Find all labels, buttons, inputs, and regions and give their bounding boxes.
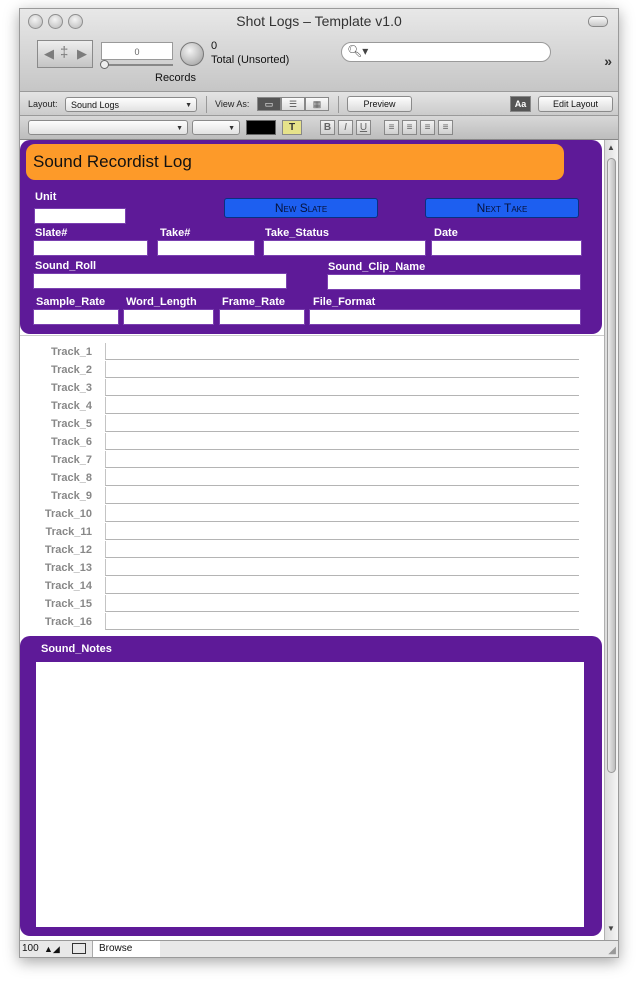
sound-clip-name-field[interactable] bbox=[327, 274, 581, 290]
track-field[interactable] bbox=[105, 433, 579, 450]
align-center-button[interactable]: ≡ bbox=[402, 120, 417, 135]
chevron-down-icon: ▼ bbox=[228, 125, 235, 132]
sound-notes-label: Sound_Notes bbox=[41, 643, 112, 655]
track-field[interactable] bbox=[105, 595, 579, 612]
track-label: Track_4 bbox=[51, 400, 92, 412]
layout-bar bbox=[20, 91, 618, 116]
track-row bbox=[20, 577, 604, 595]
track-label: Track_1 bbox=[51, 346, 92, 358]
resize-grip-icon[interactable]: ◢ bbox=[608, 945, 616, 956]
form-title: Sound Recordist Log bbox=[33, 152, 192, 171]
search-icon[interactable]: 🔍︎▾ bbox=[347, 44, 369, 58]
track-field[interactable] bbox=[105, 361, 579, 378]
italic-button[interactable]: I bbox=[338, 120, 353, 135]
next-record-icon[interactable]: ▶ bbox=[77, 46, 87, 61]
tracks-section bbox=[20, 335, 604, 639]
track-label: Track_3 bbox=[51, 382, 92, 394]
quick-find-field[interactable] bbox=[341, 42, 551, 62]
track-label: Track_9 bbox=[51, 490, 92, 502]
window-title: Shot Logs – Template v1.0 bbox=[236, 13, 402, 29]
track-field[interactable] bbox=[105, 613, 579, 630]
track-label: Track_16 bbox=[44, 616, 92, 628]
toolbar-toggle-button[interactable] bbox=[588, 16, 608, 27]
new-slate-button[interactable]: New Slate bbox=[224, 198, 378, 218]
text-highlight-button[interactable]: T bbox=[282, 120, 302, 135]
track-row bbox=[20, 415, 604, 433]
text-formatting-toggle-button[interactable]: Aa bbox=[510, 96, 531, 112]
file-format-label: File_Format bbox=[313, 296, 376, 308]
track-row bbox=[20, 397, 604, 415]
divider bbox=[338, 96, 339, 113]
take-status-field[interactable] bbox=[263, 240, 426, 256]
track-field[interactable] bbox=[105, 343, 579, 360]
total-label: Total (Unsorted) bbox=[211, 54, 290, 66]
view-as-form-button[interactable]: ▭ bbox=[257, 97, 281, 111]
track-row bbox=[20, 523, 604, 541]
unit-field[interactable] bbox=[34, 208, 126, 224]
font-size-select[interactable] bbox=[192, 120, 240, 135]
take-label: Take# bbox=[160, 227, 191, 239]
zoom-mountains-icon[interactable]: ▲◢ bbox=[44, 944, 60, 954]
formatting-bar bbox=[20, 116, 618, 140]
sound-roll-label: Sound_Roll bbox=[35, 260, 97, 272]
track-label: Track_7 bbox=[51, 454, 92, 466]
records-pie-icon bbox=[180, 42, 204, 66]
track-row bbox=[20, 613, 604, 631]
sound-notes-field[interactable] bbox=[36, 662, 584, 927]
next-take-button[interactable]: Next Take bbox=[425, 198, 579, 218]
date-field[interactable] bbox=[431, 240, 582, 256]
track-label: Track_14 bbox=[44, 580, 92, 592]
book-spine-icon: ‡ bbox=[60, 44, 69, 61]
take-field[interactable] bbox=[157, 240, 255, 256]
layout-label: Layout: bbox=[28, 99, 58, 109]
track-field[interactable] bbox=[105, 379, 579, 396]
zoom-level[interactable]: 100 bbox=[22, 943, 39, 954]
track-field[interactable] bbox=[105, 523, 579, 540]
track-label: Track_2 bbox=[51, 364, 92, 376]
status-toolbar-toggle-icon[interactable] bbox=[72, 943, 86, 954]
slate-field[interactable] bbox=[33, 240, 148, 256]
bold-button[interactable]: B bbox=[320, 120, 335, 135]
layout-select-value: Sound Logs bbox=[71, 100, 120, 110]
track-row bbox=[20, 433, 604, 451]
divider bbox=[206, 96, 207, 113]
track-row bbox=[20, 541, 604, 559]
record-content-area bbox=[20, 140, 604, 940]
mode-indicator[interactable]: Browse bbox=[92, 941, 160, 957]
track-field[interactable] bbox=[105, 469, 579, 486]
track-field[interactable] bbox=[105, 577, 579, 594]
track-row bbox=[20, 451, 604, 469]
vertical-scrollbar[interactable] bbox=[604, 140, 618, 940]
track-field[interactable] bbox=[105, 397, 579, 414]
record-book-navigator[interactable] bbox=[37, 40, 93, 68]
header-bar bbox=[26, 144, 564, 180]
track-row bbox=[20, 595, 604, 613]
track-row bbox=[20, 379, 604, 397]
current-record-input[interactable]: 0 bbox=[101, 42, 173, 60]
track-row bbox=[20, 505, 604, 523]
track-field[interactable] bbox=[105, 541, 579, 558]
file-format-field[interactable] bbox=[309, 309, 581, 325]
scroll-up-icon[interactable]: ▲ bbox=[607, 143, 615, 152]
sound-clip-name-label: Sound_Clip_Name bbox=[328, 261, 426, 273]
track-row bbox=[20, 469, 604, 487]
status-bar bbox=[20, 940, 618, 957]
underline-button[interactable]: U bbox=[356, 120, 371, 135]
track-field[interactable] bbox=[105, 415, 579, 432]
track-field[interactable] bbox=[105, 451, 579, 468]
track-field[interactable] bbox=[105, 559, 579, 576]
frame-rate-label: Frame_Rate bbox=[222, 296, 285, 308]
track-label: Track_13 bbox=[44, 562, 92, 574]
track-row bbox=[20, 559, 604, 577]
word-length-field[interactable] bbox=[123, 309, 214, 325]
track-label: Track_11 bbox=[45, 526, 92, 538]
word-length-label: Word_Length bbox=[126, 296, 197, 308]
unit-label: Unit bbox=[35, 191, 57, 203]
title-bar bbox=[20, 9, 618, 91]
track-label: Track_5 bbox=[51, 418, 92, 430]
track-row bbox=[20, 361, 604, 379]
view-as-table-button[interactable]: ▦ bbox=[305, 97, 329, 111]
layout-select[interactable] bbox=[65, 97, 197, 112]
prev-record-icon[interactable]: ◀ bbox=[44, 46, 54, 61]
view-as-label: View As: bbox=[215, 99, 250, 109]
preview-button[interactable]: Preview bbox=[347, 96, 412, 112]
scroll-down-icon[interactable]: ▼ bbox=[607, 924, 615, 933]
scrollbar-thumb[interactable] bbox=[607, 158, 616, 773]
sample-rate-field[interactable] bbox=[33, 309, 119, 325]
track-row bbox=[20, 487, 604, 505]
sound-log-header-panel bbox=[20, 140, 602, 334]
edit-layout-button[interactable]: Edit Layout bbox=[538, 96, 613, 112]
track-field[interactable] bbox=[105, 505, 579, 522]
track-label: Track_6 bbox=[51, 436, 92, 448]
frame-rate-field[interactable] bbox=[219, 309, 305, 325]
sample-rate-label: Sample_Rate bbox=[36, 296, 106, 308]
track-label: Track_8 bbox=[51, 472, 92, 484]
record-slider-track[interactable] bbox=[101, 64, 173, 66]
align-justify-button[interactable]: ≡ bbox=[438, 120, 453, 135]
align-right-button[interactable]: ≡ bbox=[420, 120, 435, 135]
view-as-list-button[interactable]: ☰ bbox=[281, 97, 305, 111]
text-color-swatch[interactable] bbox=[246, 120, 276, 135]
track-row bbox=[20, 343, 604, 361]
chevron-down-icon: ▼ bbox=[185, 102, 192, 109]
date-label: Date bbox=[434, 227, 458, 239]
sound-roll-field[interactable] bbox=[33, 273, 287, 289]
filemaker-window bbox=[19, 8, 619, 958]
slate-label: Slate# bbox=[35, 227, 68, 239]
track-label: Track_15 bbox=[44, 598, 92, 610]
records-label: Records bbox=[155, 72, 196, 84]
record-slider-thumb[interactable] bbox=[100, 60, 109, 69]
track-label: Track_10 bbox=[44, 508, 92, 520]
track-label: Track_12 bbox=[44, 544, 92, 556]
found-count: 0 bbox=[211, 40, 218, 52]
font-select[interactable] bbox=[28, 120, 188, 135]
take-status-label: Take_Status bbox=[265, 227, 329, 239]
align-left-button[interactable]: ≡ bbox=[384, 120, 399, 135]
chevron-down-icon: ▼ bbox=[176, 125, 183, 132]
track-field[interactable] bbox=[105, 487, 579, 504]
toolbar-overflow-icon[interactable]: » bbox=[604, 53, 612, 69]
